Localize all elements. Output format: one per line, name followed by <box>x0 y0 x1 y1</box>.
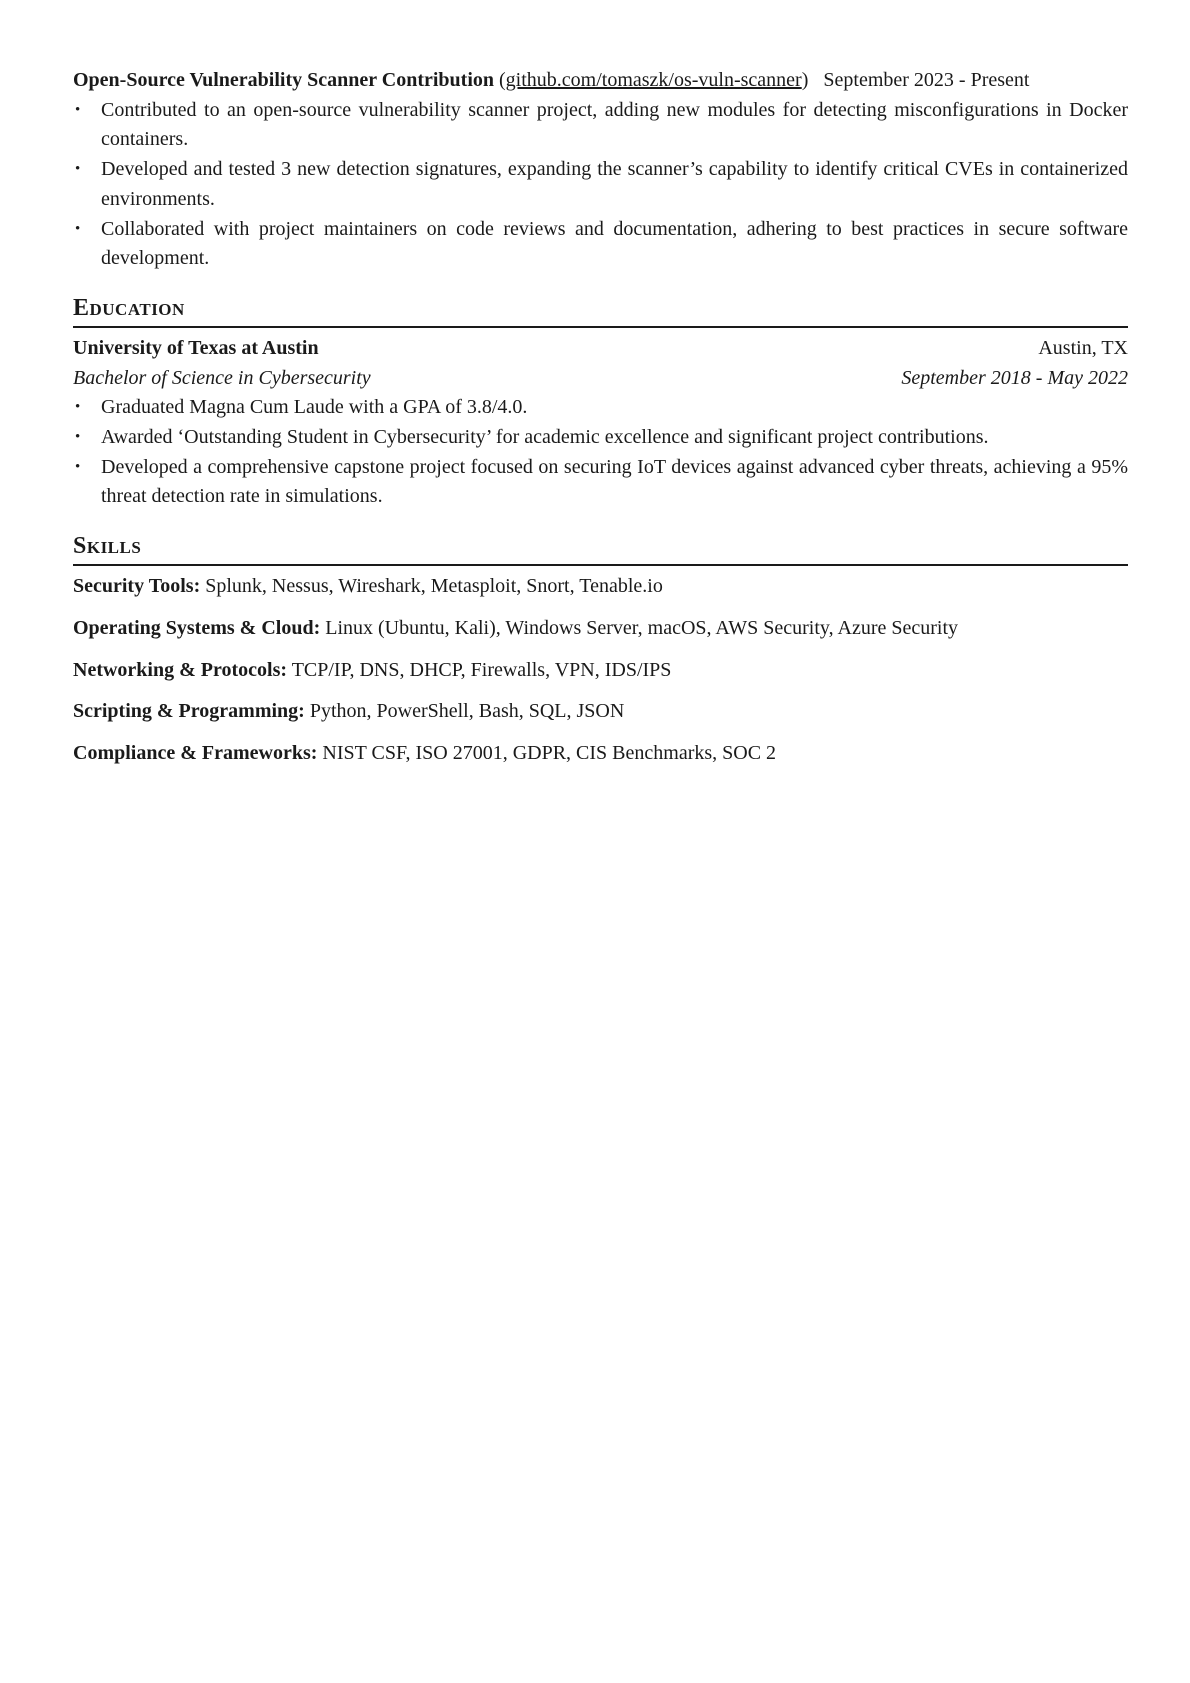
skill-value: Linux (Ubuntu, Kali), Windows Server, macOS, AWS Security, Azure Security <box>325 616 959 639</box>
skill-value: Splunk, Nessus, Wireshark, Metasploit, Snort, Tenable.io <box>205 575 663 598</box>
project-title: Open-Source Vulnerability Scanner Contribution <box>73 69 494 91</box>
skill-label: Operating Systems & Cloud: <box>73 616 321 639</box>
school-location: Austin, TX <box>1038 336 1128 359</box>
skill-value: Python, PowerShell, Bash, SQL, JSON <box>309 700 625 723</box>
school-name: University of Texas at Austin <box>73 336 319 359</box>
section-divider <box>73 564 1128 566</box>
skill-row <box>73 739 1128 769</box>
list-item: • Developed a comprehensive capstone project focused on securing IoT devices against advanced cyber threats, achieving a 95% threat detection rate in simulations. <box>101 453 1128 512</box>
project-date: September 2023 - Present <box>823 69 1030 91</box>
list-item: • Graduated Magna Cum Laude with a GPA of 3.8/4.0. <box>101 393 1128 423</box>
list-item: • Collaborated with project maintainers on code reviews and documentation, adhering to best practices in secure software development. <box>101 215 1128 274</box>
skill-value: TCP/IP, DNS, DHCP, Firewalls, VPN, IDS/IPS <box>291 658 672 681</box>
skill-row <box>73 697 1128 727</box>
project-entry <box>73 66 1128 274</box>
list-item: • Awarded ‘Outstanding Student in Cybersecurity’ for academic excellence and significant project contributions. <box>101 423 1128 453</box>
skill-label: Security Tools: <box>73 575 201 598</box>
section-divider <box>73 326 1128 328</box>
skills-heading: Skills <box>73 533 142 560</box>
skill-row <box>73 572 1128 602</box>
skill-row <box>73 614 1128 644</box>
degree: Bachelor of Science in Cybersecurity <box>73 366 371 389</box>
skills-list <box>73 572 1128 769</box>
education-entry <box>73 334 1128 512</box>
list-item: • Contributed to an open-source vulnerability scanner project, adding new modules for detecting misconfigurations in Docker containers. <box>101 96 1128 155</box>
list-item: • Developed and tested 3 new detection signatures, expanding the scanner’s capability to identify critical CVEs in containerized environments. <box>101 155 1128 214</box>
education-heading: Education <box>73 294 185 321</box>
education-dates: September 2018 - May 2022 <box>901 366 1128 389</box>
skill-value: NIST CSF, ISO 27001, GDPR, CIS Benchmarks, SOC 2 <box>322 741 777 764</box>
skill-row <box>73 656 1128 686</box>
skill-label: Compliance & Frameworks: <box>73 741 318 764</box>
education-bullets <box>73 393 1128 512</box>
skill-label: Scripting & Programming: <box>73 700 305 723</box>
project-bullets <box>73 96 1128 274</box>
project-link[interactable]: github.com/tomaszk/os-vuln-scanner <box>505 69 802 91</box>
resume-page <box>73 66 1128 781</box>
skill-label: Networking & Protocols: <box>73 658 288 681</box>
project-header: Open-Source Vulnerability Scanner Contribution (github.com/tomaszk/os-vuln-scanner) September 2023 - Present <box>73 69 1030 91</box>
